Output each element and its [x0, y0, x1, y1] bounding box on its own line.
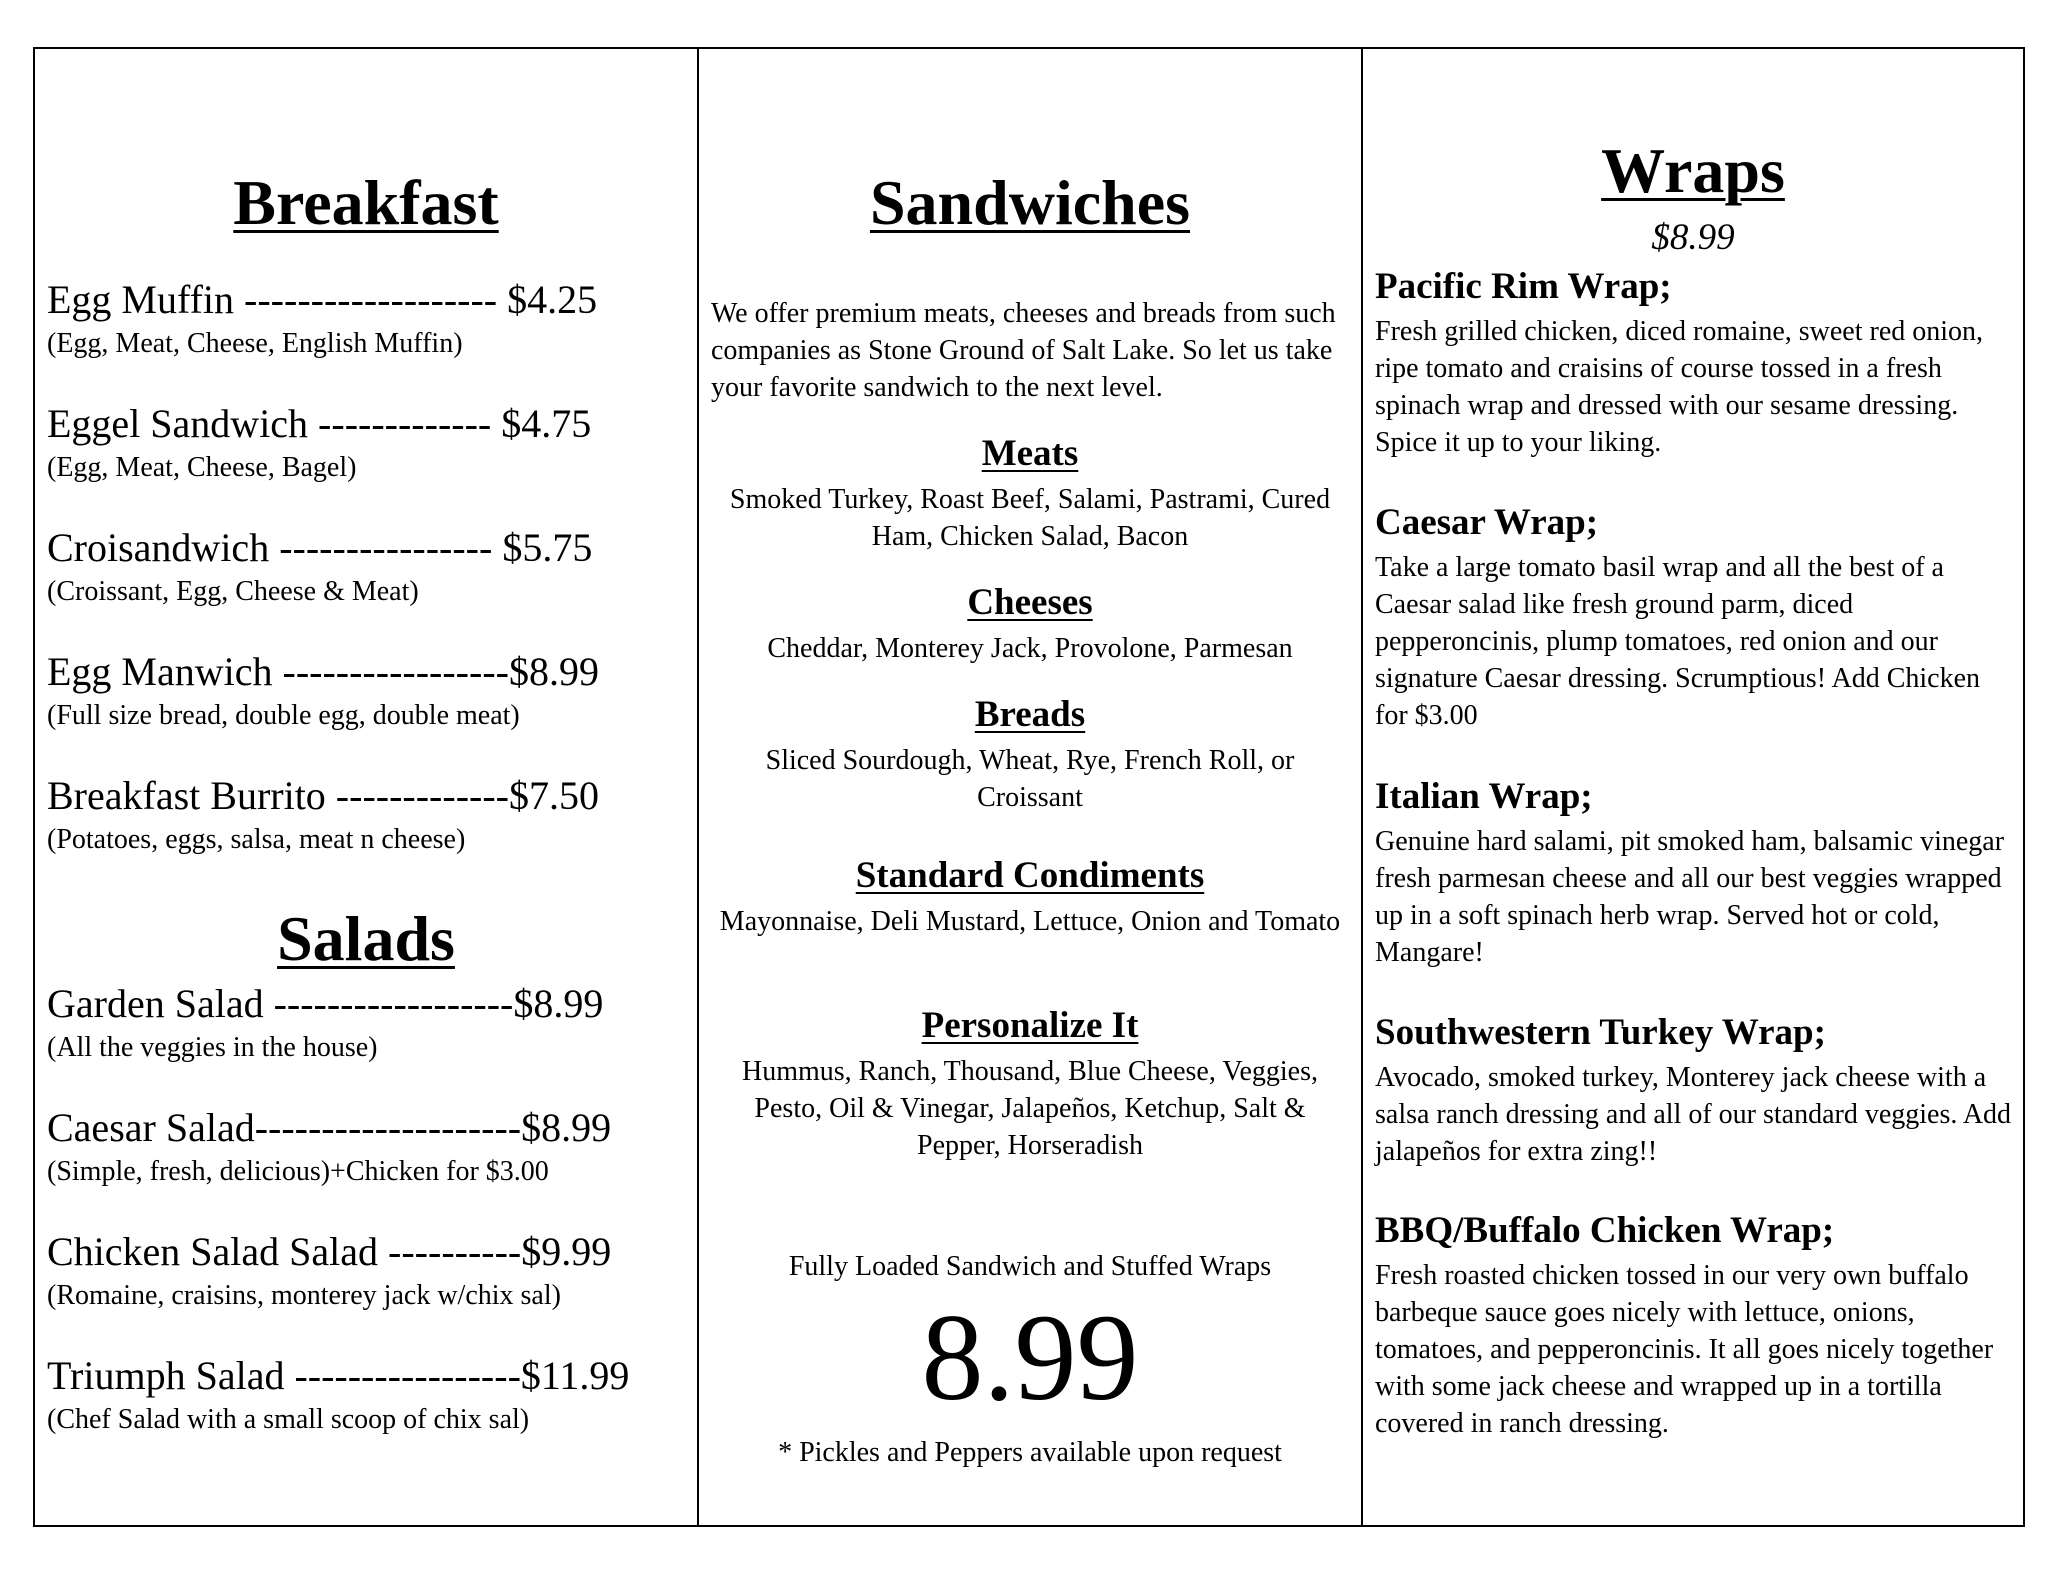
breakfast-title: Breakfast: [233, 167, 499, 238]
salad-item-line: Garden Salad ------------------$8.99: [47, 981, 604, 1026]
cheeses-heading: Cheeses: [967, 582, 1093, 623]
wrap-item-desc: Genuine hard salami, pit smoked ham, balsamic vinegar fresh parmesan cheese and all our best veggies wrapped up in a soft spinach herb wrap. Served hot or cold, Mangare!: [1375, 826, 2005, 968]
wrap-item-desc: Avocado, smoked turkey, Monterey jack cheese with a salsa ranch dressing and all of our standard veggies. Add jalapeños for extra zing!!: [1375, 1062, 2012, 1167]
condiments-heading: Standard Condiments: [855, 855, 1205, 896]
breakfast-item-line: Eggel Sandwich ------------- $4.75: [47, 401, 592, 446]
salad-item-desc: (Romaine, craisins, monterey jack w/chix sal): [47, 1280, 561, 1311]
breakfast-item-line: Egg Muffin ------------------- $4.25: [47, 277, 598, 322]
breakfast-item-line: Croisandwich ---------------- $5.75: [47, 525, 593, 570]
breakfast-item-line: Breakfast Burrito -------------$7.50: [47, 773, 599, 818]
wrap-item-desc: Take a large tomato basil wrap and all the best of a Caesar salad like fresh ground parm, diced pepperoncinis, plump tomatoes, red onion and our signature Caesar dressing. Scrumptious! Add Chicken for $3.00: [1375, 552, 1981, 731]
wrap-item-name: BBQ/Buffalo Chicken Wrap;: [1375, 1210, 1835, 1251]
personalize-heading: Personalize It: [921, 1005, 1139, 1046]
meats-heading: Meats: [981, 433, 1079, 474]
wrap-item-desc: Fresh roasted chicken tossed in our very own buffalo barbeque sauce goes nicely with lettuce, onions, tomatoes, and pepperoncinis. It all goes nicely together with some jack cheese and wrapped up in a tortilla covered in ranch dressing.: [1375, 1260, 1994, 1439]
salad-item-desc: (Simple, fresh, delicious)+Chicken for $3.00: [47, 1156, 549, 1187]
wraps-price: $8.99: [1651, 217, 1735, 258]
sandwiches-intro: We offer premium meats, cheeses and breads from such companies as Stone Ground of Salt Lake. So let us take your favorite sandwich to the next level.: [711, 298, 1336, 403]
condiments-list: Mayonnaise, Deli Mustard, Lettuce, Onion and Tomato: [719, 906, 1341, 937]
wrap-item-desc: Fresh grilled chicken, diced romaine, sweet red onion, ripe tomato and craisins of course tossed in a fresh spinach wrap and dressed with our sesame dressing. Spice it up to your liking.: [1375, 316, 1984, 458]
sandwiches-title: Sandwiches: [869, 167, 1191, 238]
salad-item-line: Chicken Salad Salad ----------$9.99: [47, 1229, 612, 1274]
meats-list: Smoked Turkey, Roast Beef, Salami, Pastrami, Cured Ham, Chicken Salad, Bacon: [729, 484, 1331, 552]
breads-list: Sliced Sourdough, Wheat, Rye, French Roll, or Croissant: [765, 745, 1295, 813]
cheeses-list: Cheddar, Monterey Jack, Provolone, Parmesan: [767, 633, 1293, 664]
breakfast-item-desc: (Full size bread, double egg, double meat): [47, 700, 520, 731]
personalize-list: Hummus, Ranch, Thousand, Blue Cheese, Veggies, Pesto, Oil & Vinegar, Jalapeños, Ketchup, Salt & Pepper, Horseradish: [741, 1056, 1318, 1161]
salads-title: Salads: [277, 903, 455, 974]
breakfast-item-desc: (Egg, Meat, Cheese, Bagel): [47, 452, 357, 483]
wraps-panel: [1363, 49, 2023, 1525]
salad-item-line: Caesar Salad--------------------$8.99: [47, 1105, 612, 1150]
fully-loaded-price: 8.99: [921, 1289, 1139, 1426]
salad-item-line: Triumph Salad -----------------$11.99: [47, 1353, 630, 1398]
salad-item-desc: (All the veggies in the house): [47, 1032, 378, 1063]
breads-heading: Breads: [974, 694, 1086, 735]
pickles-footnote: * Pickles and Peppers available upon request: [778, 1437, 1282, 1468]
wrap-item-name: Caesar Wrap;: [1375, 502, 1599, 543]
salad-item-desc: (Chef Salad with a small scoop of chix sal): [47, 1404, 530, 1435]
breakfast-salads-panel: [35, 49, 699, 1525]
sandwiches-panel: [699, 49, 1363, 1525]
wrap-item-name: Southwestern Turkey Wrap;: [1375, 1012, 1826, 1053]
breakfast-item-desc: (Potatoes, eggs, salsa, meat n cheese): [47, 824, 466, 855]
breakfast-item-line: Egg Manwich -----------------$8.99: [47, 649, 599, 694]
breakfast-item-desc: (Egg, Meat, Cheese, English Muffin): [47, 328, 463, 359]
fully-loaded-label: Fully Loaded Sandwich and Stuffed Wraps: [788, 1251, 1272, 1282]
breakfast-item-desc: (Croissant, Egg, Cheese & Meat): [47, 576, 419, 607]
wrap-item-name: Pacific Rim Wrap;: [1375, 266, 1672, 307]
menu-frame: [33, 47, 2025, 1527]
wraps-title: Wraps: [1601, 135, 1785, 206]
wrap-item-name: Italian Wrap;: [1375, 776, 1593, 817]
